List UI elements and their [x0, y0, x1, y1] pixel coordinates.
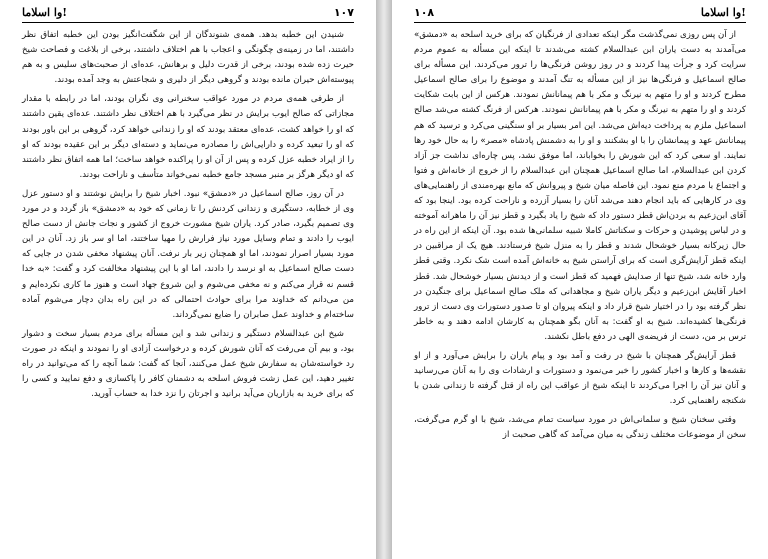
right-page-body: [414, 28, 746, 555]
right-page-header: [414, 6, 746, 23]
paragraph: وقتی سخنان شیخ و سلمانی‌اش در مورد سیاست تمام می‌شد، شیخ با او گرم می‌گرفت، سخن از موضوعات مختلف زندگی به میان می‌آمد که گاهی صحبت از: [414, 415, 746, 441]
paragraph: شیخ ابن عبدالسلام دستگیر و زندانی شد و این مسأله برای مردم بسیار سخت و دشوار بود، و بیم آن می‌رفت که آنان شورش کرده و درخواست آزادی او را نمودند و اینکه در صورت رد خواسته‌شان به سفارش شیخ عمل می‌کنند، آنجا که گفت: شما آنچه را که می‌توانید در راه تغییر دهید، این عمل زشت فروش اسلحه به دشمنان کافر را پاکسازی و دفع نمایید و کسی را که برای خرید به بازاریان می‌آید برانید و اجرتان را نزد خدا به حساب آورید.: [22, 328, 354, 400]
paragraph: قطز آرایش‌گر همچنان با شیخ در رفت و آمد بود و پیام یاران را برایش می‌آورد و از او نقشه‌ها و کارها و اخبار کشور را خبر می‌نمود و دستورات و ارشادات وی را به آنان می‌رسانید و آنان نیز آن را اجرا می‌کردند تا اینکه شیخ از عواقب این راه از قتل گرفته تا زندانی شدن با شکنجه راهنمایی کرد.: [414, 350, 746, 407]
left-page: [0, 0, 376, 559]
page-number: ۱۰۸: [414, 6, 435, 19]
left-page-header: [22, 6, 354, 23]
paragraph: شنیدن این خطبه بدهد. همه‌ی شنوندگان از این شگفت‌انگیز بودن این خطبه اتفاق نظر داشتند، اما در زمینه‌ی چگونگی و اعجاب با هم اختلاف داشتند، برخی از بلاغت و فصاحت شیخ حیرت زده شده بودند، برخی از قدرت دلیل و برهانش، عده‌ای از صحبت‌های سلیس و به هم پیوسته‌اش حیران مانده بودند و گروهی دیگر از دلیری و شجاعتش به وجد آمده بودند.: [22, 30, 354, 86]
right-page: [392, 0, 768, 559]
left-page-body: [22, 28, 354, 555]
book-gutter: [376, 0, 392, 559]
running-title: وا اسلاما!: [700, 6, 746, 19]
paragraph: از طرفی همه‌ی مردم در مورد عواقب سخنرانی وی نگران بودند، اما در رابطه با مقدار مجازاتی که صالح ایوب برایش در نظر می‌گیرد با هم اختلاف نظر داشتند. عده‌ای یقین داشتند که او را خواهد کشت، عده‌ای معتقد بودند که او را زندانی خواهد کرد، گروهی بر این باور بودند که او را تبعید کرده و دارایی‌اش را مصادره می‌نماید و دسته‌ای دیگر بر این عقیده بودند که او را از ایراد خطبه عزل کرده و پس از آن او را پراکنده خواهد ساخت؛ اما همه اتفاق نظر داشتند که او دیگر هرگز بر منبر مسجد جامع خطبه نمی‌خواند متأسف و ناراحت بودند.: [22, 94, 354, 180]
running-title: وا اسلاما!: [22, 6, 68, 19]
page-number: ۱۰۷: [333, 6, 354, 19]
paragraph: از آن پس روزی نمی‌گذشت مگر اینکه تعدادی از فرنگیان که برای خرید اسلحه به «دمشق» می‌آمدند به دست یاران ابن عبدالسلام کشته می‌شدند تا اینکه این مسأله به عموم مردم سرایت کرد و جرأت پیدا کردند و در روز روشن فرنگی‌ها را ترور می‌کردند. این مسأله برای صالح اسماعیل و فرنگی‌ها نیز از این مسأله به تنگ آمدند و موضوع را برای صالح اسماعیل مطرح کردند و او را متهم به نیرنگ و مکر با هم پیمانانش نمودند. هرکس از این بابت شکایت کردند و او را متهم به نیرنگ و مکر با هم پیمانانش نمودند. هرکس از فرنگ کشته می‌شد صالح اسماعیل ملزم به پرداخت دیه‌اش می‌شد. این امر بسیار بر او سنگینی می‌کرد و ترسید که هم پیمانانش عهد و پیمانشان را با او بشکنند و او را به دشمنش پادشاه «مصر» را به حال خود رها نمایند. او سعی کرد که این شورش را بخواباند، اما موفق نشد، پس چاره‌ای نداشت جز آزاد کردن ابن عبدالسلام، اما صالح اسماعیل همچنان ابن عبدالسلام را از خروج از خانه‌اش و فتوا و اجتماع با مردم منع نمود. این فاصله میان شیخ و پیروانش که مانع بهره‌مندی از راهنمایی‌های وی در کارهایی که باید انجام دهند می‌شد آنان را بسیار آزرده و ناراحت کرده بود. اینجا بود که آقای ابن‌زعیم به بردن‌اش قطز دستور داد که شیخ را یاد بگیرد و قطز نیز آن را ماهرانه آموخته و در لباس پوشیدن و حرکات و سکناتش کاملا شبیه سلمانی‌ها شده بود. آن اینکه از این راه در حال زیرکانه بسیار خوشحال شدند و قطز را به منزل شیخ فرستادند. هیچ یک از مراقبین در اینکه قطز آرایش‌گری است که برای آراستن شیخ به خانه‌اش آمده است شک نکرد. وقتی قطز وارد خانه شد، شیخ تنها از صدایش فهمید که قطز است و از دیدنش بسیار خوشحال شد. قطز اخبار آقایش ابن‌زعیم و دیگر یاران شیخ و مجاهدانی که ملک صالح اسماعیل برای جنگیدن در نظر گرفته بود را در اختیار شیخ قرار داد و اینکه پیروان او تا صدور دستورات وی دست از ترور فرنگی‌ها کشیده‌اند. شیخ به او گفت: به آنان بگو همچنان به کارشان ادامه دهند و به خاطر ترس بر من، دست از فریضه‌ی الهی در دفع باطل نکشند.: [414, 30, 746, 342]
paragraph: در آن روز، صالح اسماعیل در «دمشق» نبود. اخبار شیخ را برایش نوشتند و او دستور عزل وی از خطابه، دستگیری و زندانی کردنش را تا زمانی که خود به «دمشق» باز گردد و در مورد وی تصمیم بگیرد، صادر کرد. یاران شیخ مشورت خروج از کشور و نجات جانش از دست صالح ایوب را دادند و تمام وسایل مورد نیاز فرارش را مهیا ساختند، اما او سر باز زد. آنان در این مورد بسیار اصرار نمودند، اما او همچنان زیر بار نرفت. آنان پیشنهاد مخفی شدن در جایی که دست صالح اسماعیل به او نرسد را دادند، اما او با این پیشنهاد مخالفت کرد و گفت: «به خدا قسم نه قرار می‌کنم و نه مخفی می‌شوم و این شروع جهاد است و هنوز ما کاری نکرده‌ایم و من می‌دانم که خداوند مرا برای حوادث احتمالی که در این راه بدان دچار می‌شوم آماده ساخته‌ام و خداوند عمل صابران را ضایع نمی‌گرداند.: [22, 188, 354, 320]
